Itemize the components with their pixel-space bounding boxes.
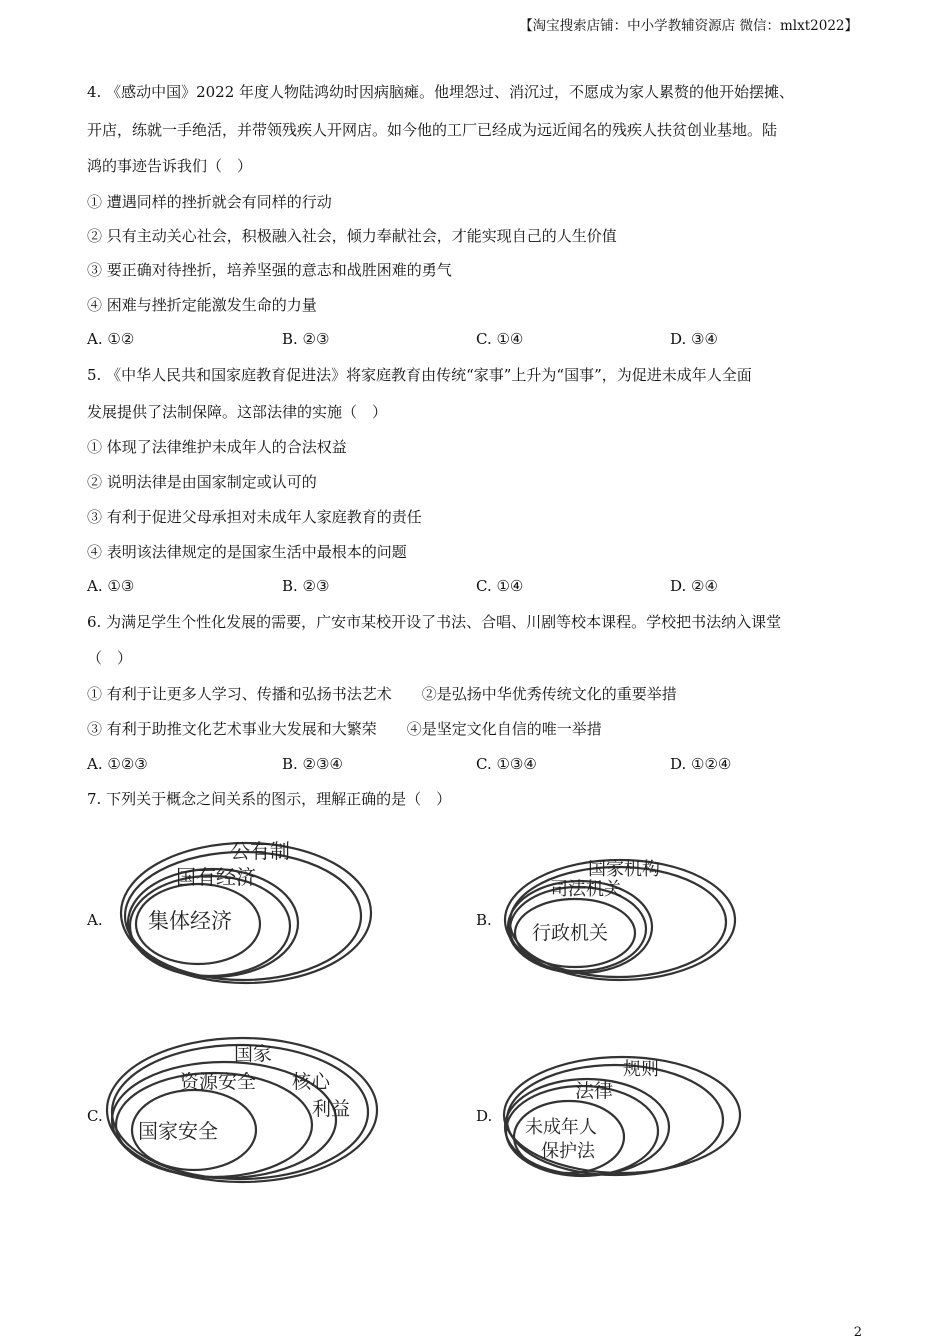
q4-option-a[interactable]: A. ①② [87, 330, 135, 348]
q5-option-a[interactable]: A. ①③ [87, 577, 135, 595]
q5-statement-2: ② 说明法律是由国家制定或认可的 [87, 473, 317, 491]
q4-option-c[interactable]: C. ①④ [476, 330, 524, 348]
diagram-d-middle-label: 法律 [575, 1080, 614, 1102]
q5-statement-4: ④ 表明该法律规定的是国家生活中最根本的问题 [87, 543, 407, 561]
q6-option-c[interactable]: C. ①③④ [476, 755, 537, 773]
diagram-d-inner2-label: 保护法 [541, 1141, 595, 1162]
diagram-b-middle-label: 司法机关 [550, 879, 622, 900]
q7-stem: 7. 下列关于概念之间关系的图示，理解正确的是（ ） [87, 790, 452, 808]
q5-stem-line-1: 5. 《中华人民共和国家庭教育促进法》将家庭教育由传统“家事”上升为“国事”，为促进未成年人全面 [87, 366, 752, 384]
diagram-c-extra2-label: 利益 [312, 1098, 351, 1120]
diagram-a-outer-label: 公有制 [230, 839, 290, 863]
q7-diagram-c [102, 1030, 382, 1195]
q4-statement-4: ④ 困难与挫折定能激发生命的力量 [87, 296, 317, 314]
diagram-c-extra-label: 核心 [292, 1071, 331, 1093]
q5-statement-3: ③ 有利于促进父母承担对未成年人家庭教育的责任 [87, 508, 422, 526]
diagram-b-inner-label: 行政机关 [532, 922, 609, 944]
q6-stem-line-1: 6. 为满足学生个性化发展的需要，广安市某校开设了书法、合唱、川剧等校本课程。学校把书法纳入课堂 [87, 613, 782, 631]
q5-option-c[interactable]: C. ①④ [476, 577, 524, 595]
q7-option-a-label[interactable]: A. [87, 911, 103, 929]
q7-diagram-d [497, 1045, 747, 1195]
q4-option-b[interactable]: B. ②③ [282, 330, 330, 348]
diagram-a-middle-label: 国有经济 [176, 865, 256, 889]
q5-option-d[interactable]: D. ②④ [670, 577, 718, 595]
q6-statement-1: ① 有利于让更多人学习、传播和弘扬书法艺术 ②是弘扬中华优秀传统文化的重要举措 [87, 685, 677, 703]
diagram-a-inner-label: 集体经济 [148, 909, 232, 933]
diagram-c-outer-label: 国家 [234, 1043, 273, 1065]
page-number: 2 [853, 1325, 862, 1340]
q5-statement-1: ① 体现了法律维护未成年人的合法权益 [87, 438, 347, 456]
diagram-b-outer-label: 国家机构 [588, 859, 660, 880]
diagram-c-inner-label: 国家安全 [138, 1119, 218, 1143]
q4-statement-2: ② 只有主动关心社会，积极融入社会，倾力奉献社会，才能实现自己的人生价值 [87, 227, 617, 245]
q5-option-b[interactable]: B. ②③ [282, 577, 330, 595]
q5-stem-line-2: 发展提供了法制保障。这部法律的实施（ ） [87, 403, 388, 421]
q7-diagram-a [118, 828, 378, 988]
q4-statement-1: ① 遭遇同样的挫折就会有同样的行动 [87, 193, 332, 211]
diagram-c-middle-label: 资源安全 [180, 1071, 257, 1093]
q4-stem-line-2: 开店，练就一手绝活，并带领残疾人开网店。如今他的工厂已经成为远近闻名的残疾人扶贫创业基地。陆 [87, 121, 778, 139]
q6-stem-line-2: （ ） [87, 649, 133, 667]
q7-option-b-label[interactable]: B. [476, 911, 492, 929]
q6-option-d[interactable]: D. ①②④ [670, 755, 732, 773]
q6-statement-2: ③ 有利于助推文化艺术事业大发展和大繁荣 ④是坚定文化自信的唯一举措 [87, 720, 602, 738]
q7-option-c-label[interactable]: C. [87, 1107, 103, 1125]
q4-stem-line-3: 鸿的事迹告诉我们（ ） [87, 157, 253, 175]
diagram-d-inner-label: 未成年人 [525, 1117, 597, 1138]
q4-statement-3: ③ 要正确对待挫折，培养坚强的意志和战胜困难的勇气 [87, 261, 452, 279]
diagram-d-outer-ellipse [504, 1057, 740, 1173]
page-header: 【淘宝搜索店铺：中小学教辅资源店 微信：mlxt2022】 [519, 18, 858, 34]
q6-option-a[interactable]: A. ①②③ [87, 755, 148, 773]
q6-option-b[interactable]: B. ②③④ [282, 755, 343, 773]
q4-stem-line-1: 4. 《感动中国》2022 年度人物陆鸿幼时因病脑瘫。他埋怨过、消沉过，不愿成为家人累赘的他开始摆摊、 [87, 83, 795, 101]
q7-diagram-b [500, 845, 740, 985]
q4-option-d[interactable]: D. ③④ [670, 330, 718, 348]
q7-option-d-label[interactable]: D. [476, 1107, 493, 1125]
diagram-d-outer-label: 规则 [623, 1059, 659, 1080]
